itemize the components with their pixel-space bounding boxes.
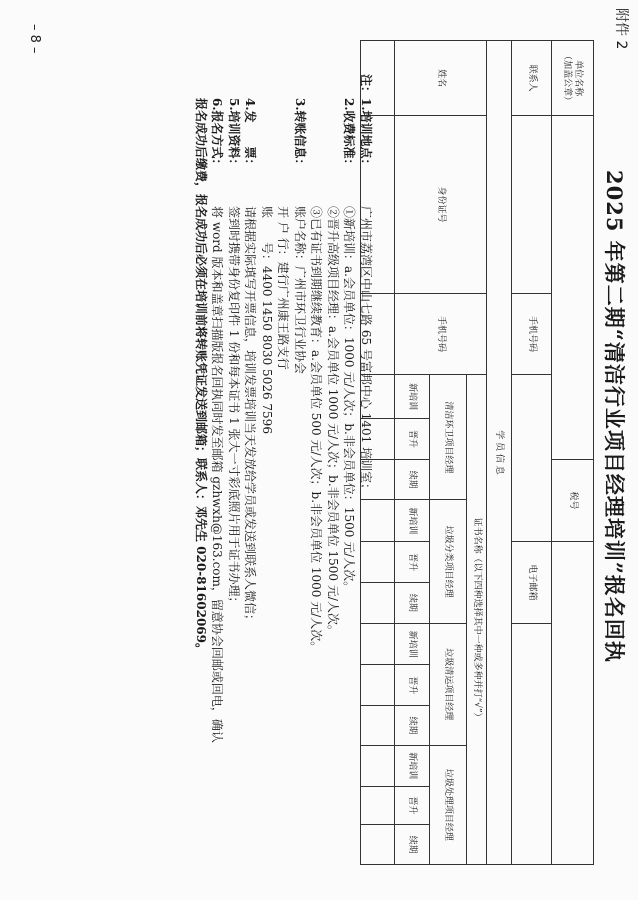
notes-text-invoice: 请根据实际填写开票信息，培训发票培训当天发放给学员或发送到联系人微信； [243,206,258,627]
form-title: 2025 年第二期“清洁行业项目经理培训”报名回执 [602,170,627,663]
cert-type-cleaning: 清洁环卫项目经理 [430,375,467,500]
notes-item-5 [226,74,243,864]
notes-label-location: 1.培训地点： [359,98,373,171]
notes-item-2 [341,74,358,864]
notes-label-invoice: 4.发 票： [243,98,258,171]
phone-label: 手机号码 [512,293,552,374]
notes-text-materials: 签到时携带身份复印件 1 份和每本证书 1 张大一寸彩底照片用于证书办理； [227,206,241,609]
email-label: 电子邮箱 [512,542,552,623]
registration-form-table [360,40,594,865]
notes-text-location: 广州市荔湾区中山七路 65 号富邦中心 1401 培训室； [359,206,373,496]
contact-value[interactable] [512,116,552,294]
tax-id-label: 税号 [552,459,594,542]
notes-section [193,74,375,864]
unit-name-label: 单位名称 [573,60,584,97]
cert-type-sorting: 垃圾分类项目经理 [430,500,467,623]
train-type-renewal: 续期 [395,825,430,865]
annex-label: 附件 2 [613,8,629,50]
page-number: – 8 – [27,24,42,54]
phone-value[interactable] [512,375,552,542]
notes-label-registration: 6.报名方式： [210,98,225,171]
notes-item-4 [242,74,259,864]
train-type-new: 新培训 [395,500,430,542]
train-type-promotion: 晋升 [395,542,430,583]
notes-final-line: 报名成功后缴费，报名成功后必须在培训前将转账凭证发送到邮箱；联系人：邓先生 020-81602069。 [194,98,208,656]
cert-column-header: 证书名称（以下四种选择其中一种或多种并打“√”） [467,375,487,865]
notes-text-registration: 将 word 版本和盖章扫描版报名回执同时发至邮箱 gzhwxh@163.com，留意协会回邮或回电，确认 [210,206,225,743]
id-column-header: 身份证号 [395,116,487,294]
notes-label-materials: 5.培训资料： [227,98,241,171]
email-value[interactable] [512,623,552,864]
notes-text-fees-promotion: ②晋升高级项目经理：a.会员单位 1000 元/人次；b.非会员单位 1500 元/人次。 [326,206,340,637]
train-type-promotion: 晋升 [395,419,430,460]
train-type-promotion: 晋升 [395,786,430,825]
notes-label-fees: 2.收费标准： [342,98,357,171]
notes-item-6 [209,74,226,864]
train-type-new: 新培训 [395,745,430,786]
unit-name-value[interactable] [552,116,594,460]
unit-name-label-cell [552,41,594,116]
notes-heading: 注： [359,74,373,99]
tax-id-value[interactable] [552,542,594,865]
unit-name-note: （加盖公章） [562,51,573,106]
train-type-new: 新培训 [395,623,430,665]
student-info-label: 学 员 信 息 [487,41,512,865]
name-column-header: 姓名 [395,41,487,116]
train-type-renewal: 续期 [395,459,430,500]
mobile-column-header: 手机号码 [395,293,487,374]
contact-label: 联系人 [512,41,552,116]
train-type-new: 新培训 [395,375,430,419]
notes-text-fees-new: ①新培训：a.会员单位：1000 元/人次；b.非会员单位：1500 元/人次。 [342,206,357,594]
notes-label-transfer: 3.转账信息： [293,98,307,171]
cert-type-transport: 垃圾清运项目经理 [430,623,467,745]
cert-type-disposal: 垃圾处理项目经理 [430,745,467,864]
train-type-renewal: 续期 [395,706,430,746]
notes-text-account-number: 账 号：4400 1450 8030 5026 7596 [260,206,274,434]
notes-item-1 [358,74,375,864]
notes-text-bank: 开 户 行：建行广州康王路支行 [276,206,291,370]
train-type-renewal: 续期 [395,582,430,623]
notes-text-fees-renewal: ③已有证书到期继续教育：a.会员单位 500 元/人次；b.非会员单位 1000 元/人次。 [309,206,324,654]
notes-item-3 [292,74,309,864]
train-type-promotion: 晋升 [395,665,430,706]
notes-text-account-name: 账户名称：广州市环卫行业协会 [293,206,307,375]
